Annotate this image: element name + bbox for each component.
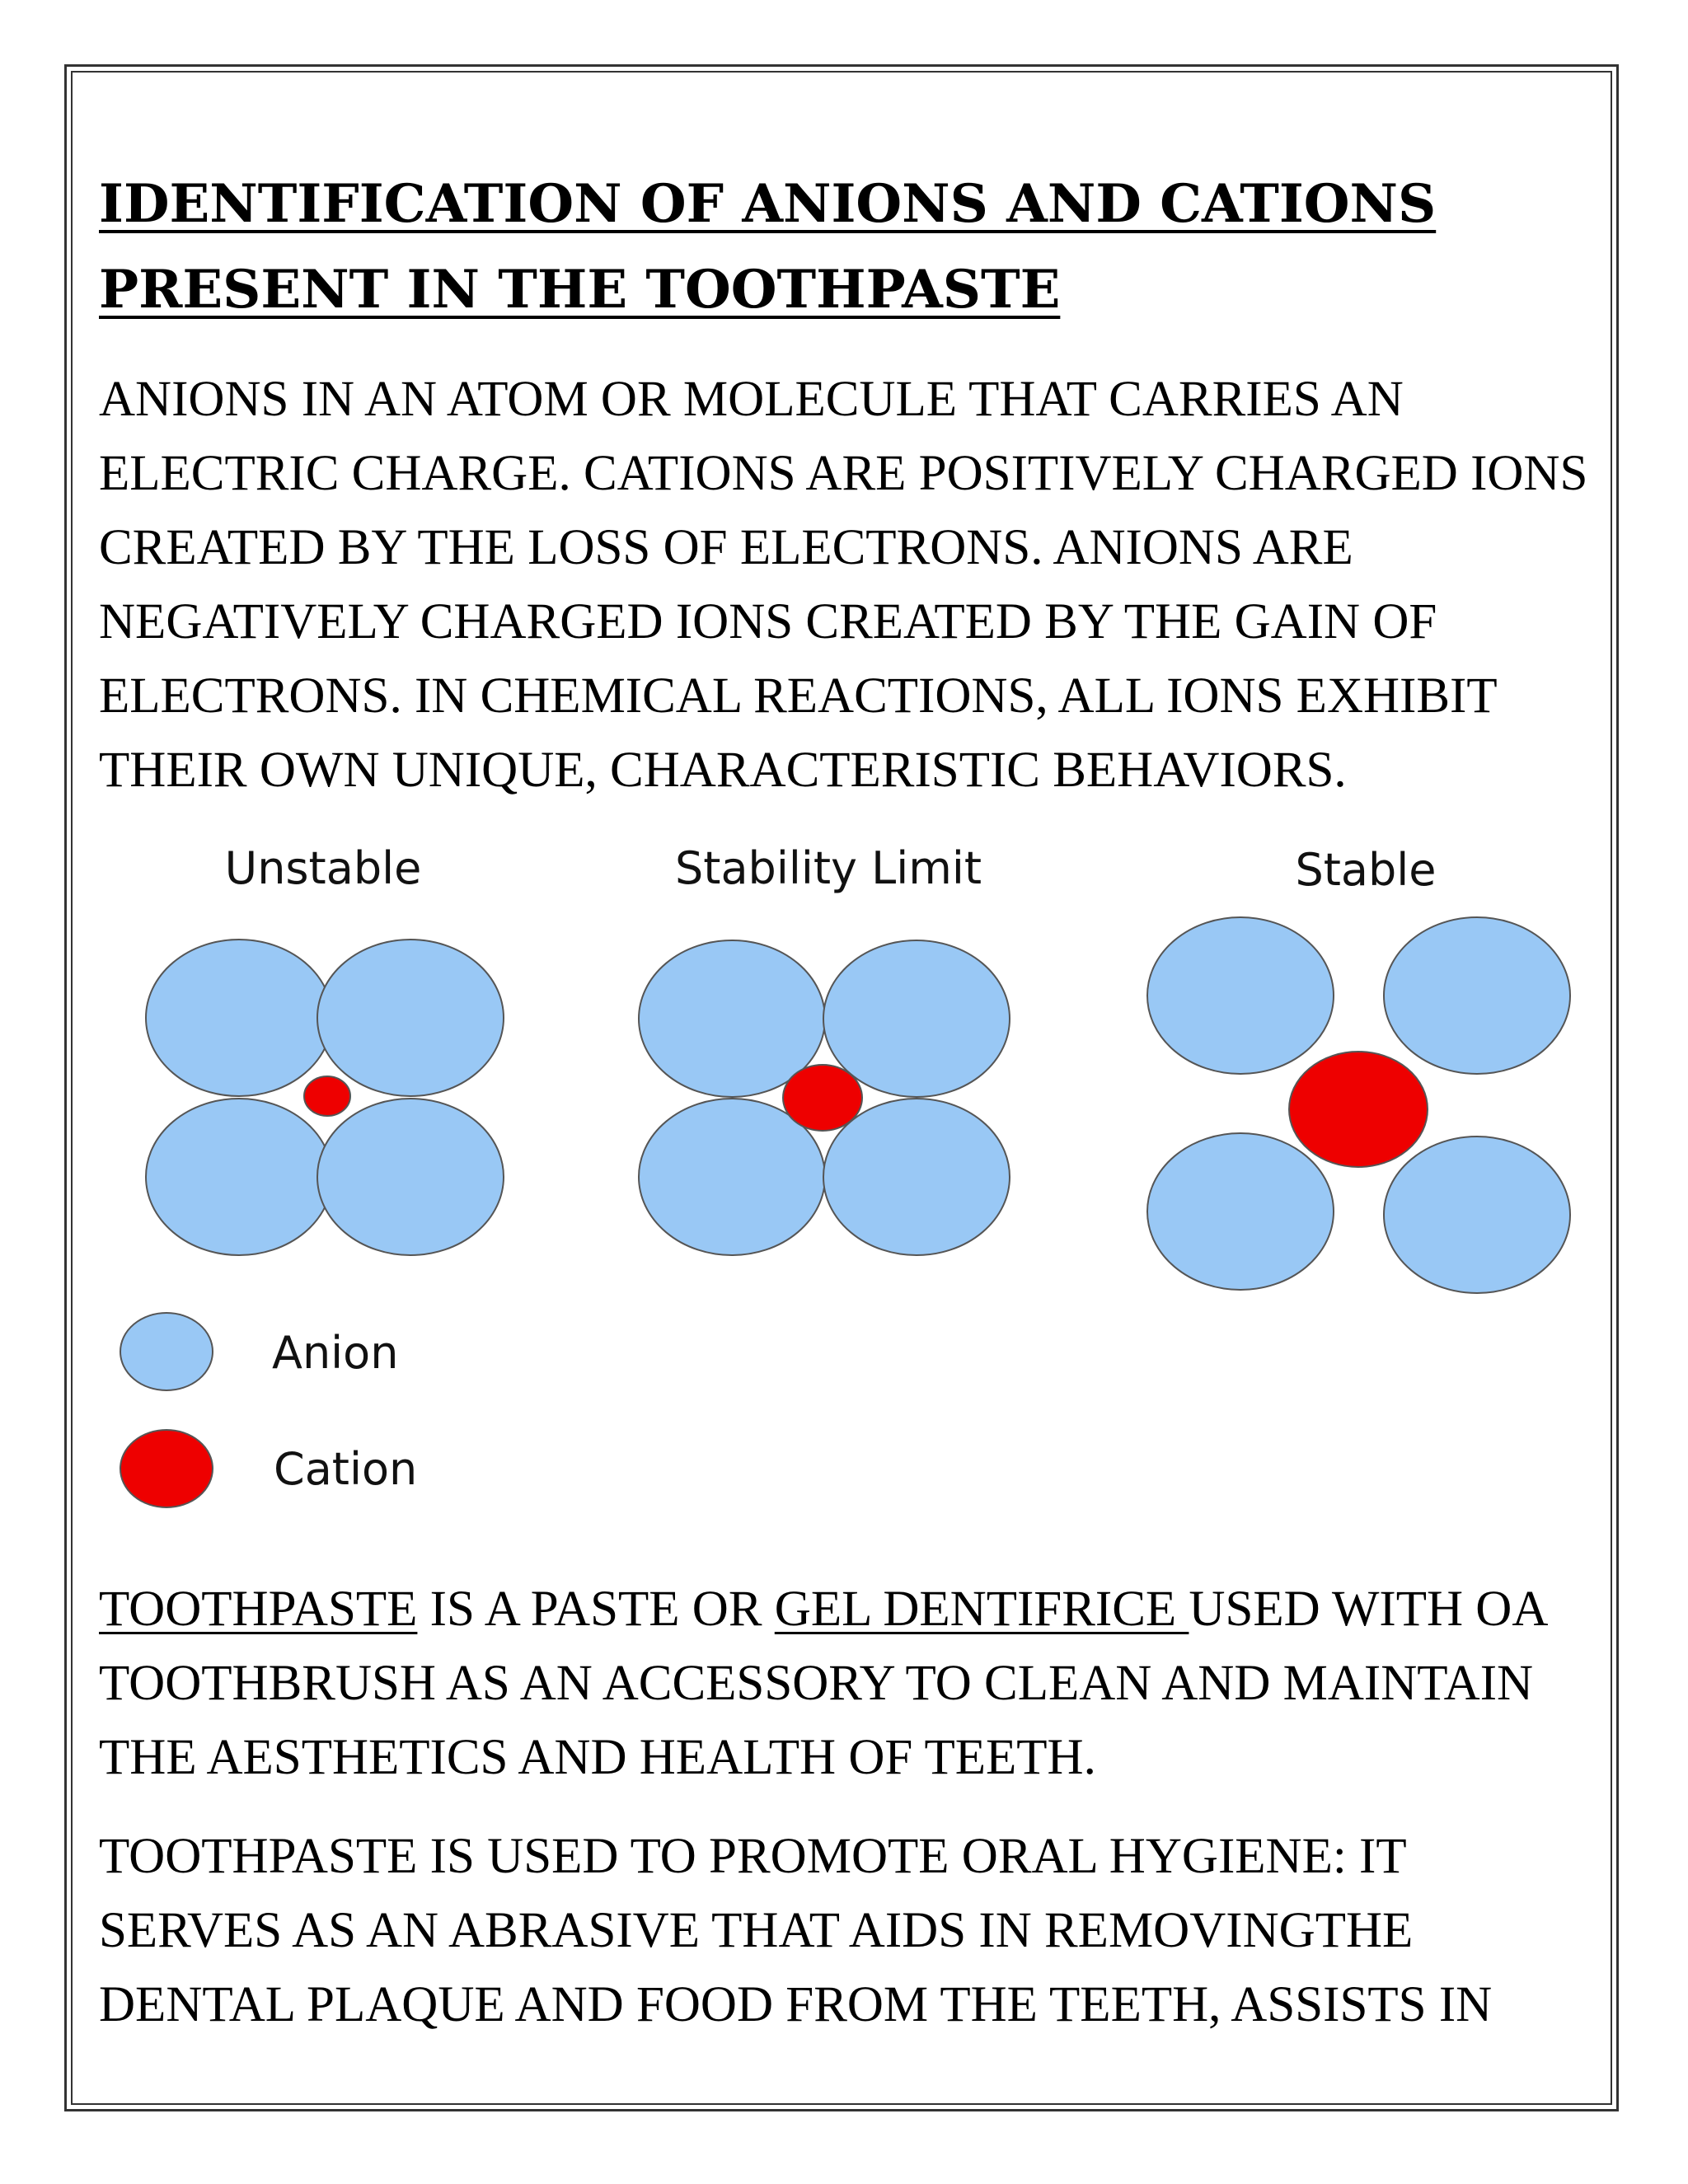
legend: [120, 1313, 417, 1507]
anion-circle: [317, 1099, 504, 1255]
panel-label-stable: Stable: [1295, 844, 1437, 896]
toothpaste-paragraph: [99, 1572, 1591, 1795]
anion-circle: [1147, 917, 1334, 1074]
panel-label-stability-limit: Stability Limit: [675, 842, 982, 894]
intro-paragraph: [99, 363, 1591, 808]
intro-line-2: ELECTRIC CHARGE. CATIONS ARE POSITIVELY CHARGED IONS: [99, 446, 1588, 501]
intro-line-4: NEGATIVELY CHARGED IONS CREATED BY THE GAIN OF: [99, 594, 1437, 649]
intro-line-6: THEIR OWN UNIQUE, CHARACTERISTIC BEHAVIORS.: [99, 743, 1347, 798]
legend-cation-label: Cation: [274, 1443, 418, 1495]
toothpaste-line-1: [99, 1572, 1591, 1647]
anion-circle: [146, 940, 332, 1096]
hygiene-line-1: TOOTHPASTE IS USED TO PROMOTE ORAL HYGIENE: IT: [99, 1829, 1407, 1884]
legend-cation-swatch: [120, 1430, 213, 1507]
anion-circle: [1384, 917, 1570, 1074]
gel-dentifrice-term: GEL DENTIFRICE: [774, 1582, 1189, 1637]
stable-panel: [1147, 917, 1570, 1293]
toothpaste-line-2: TOOTHBRUSH AS AN ACCESSORY TO CLEAN AND MAINTAIN: [99, 1656, 1534, 1711]
stability-limit-panel: [639, 940, 1010, 1255]
panel-label-unstable: Unstable: [224, 842, 422, 894]
anion-circle: [146, 1099, 332, 1255]
title-line-1: IDENTIFICATION OF ANIONS AND CATIONS: [99, 173, 1437, 235]
anion-circle: [317, 940, 504, 1096]
anion-circle: [1147, 1133, 1334, 1290]
toothpaste-text-2: USED WITH OA: [1189, 1582, 1549, 1637]
hygiene-line-2: SERVES AS AN ABRASIVE THAT AIDS IN REMOVINGTHE: [99, 1903, 1414, 1958]
title-line-2: PRESENT IN THE TOOTHPASTE: [99, 259, 1061, 321]
legend-anion-label: Anion: [272, 1327, 399, 1379]
toothpaste-text: IS A PASTE OR: [417, 1582, 775, 1637]
page-title: [99, 162, 1582, 333]
intro-line-1: ANIONS IN AN ATOM OR MOLECULE THAT CARRIES AN: [99, 372, 1404, 427]
anion-circle: [823, 1099, 1010, 1255]
legend-anion-swatch: [120, 1313, 213, 1390]
ion-stability-diagram: [99, 824, 1599, 1549]
hygiene-paragraph: [99, 1820, 1591, 2042]
anion-circle: [823, 940, 1010, 1097]
toothpaste-term: TOOTHPASTE: [99, 1582, 418, 1637]
cation-circle: [783, 1065, 862, 1131]
intro-line-3: CREATED BY THE LOSS OF ELECTRONS. ANIONS ARE: [99, 520, 1353, 575]
cation-circle: [304, 1076, 350, 1116]
anion-circle: [1384, 1137, 1570, 1293]
hygiene-line-3: DENTAL PLAQUE AND FOOD FROM THE TEETH, ASSISTS IN: [99, 1977, 1493, 2032]
toothpaste-line-3: THE AESTHETICS AND HEALTH OF TEETH.: [99, 1730, 1096, 1785]
unstable-panel: [146, 940, 504, 1255]
intro-line-5: ELECTRONS. IN CHEMICAL REACTIONS, ALL IONS EXHIBIT: [99, 668, 1498, 724]
cation-circle: [1289, 1052, 1428, 1167]
